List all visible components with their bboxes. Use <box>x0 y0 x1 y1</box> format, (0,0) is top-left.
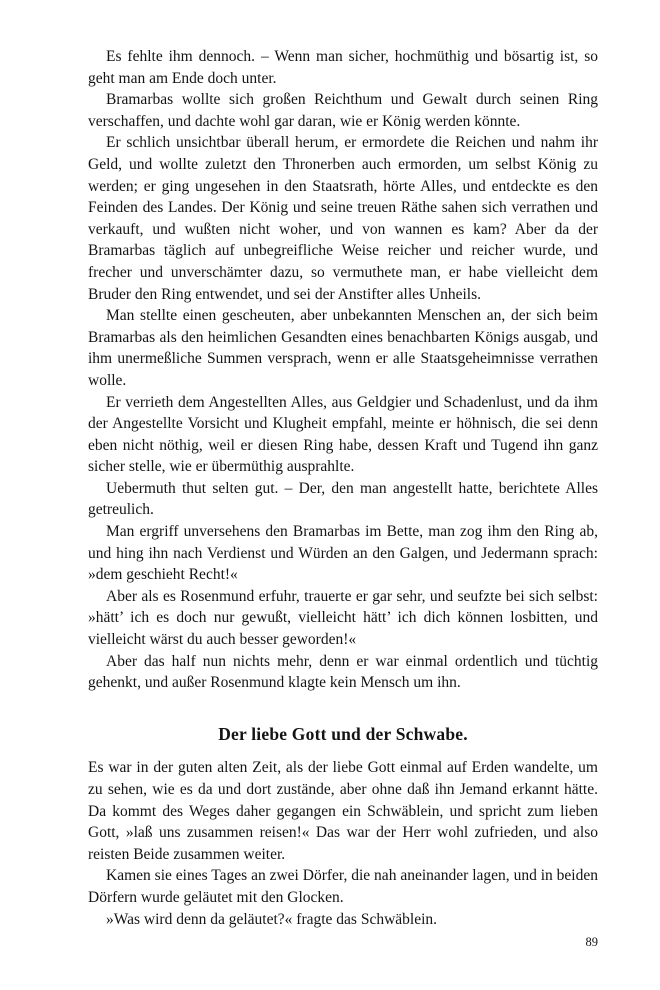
paragraph: Man stellte einen gescheuten, aber unbekannten Menschen an, der sich beim Bramarbas als den heimlichen Gesandten eines benachbarten Königs ausgab, und ihm unermeßliche Summen versprach, wenn er alle Staatsgeheimnisse verrathen wolle. <box>88 307 598 389</box>
paragraph: Er schlich unsichtbar überall herum, er ermordete die Reichen und nahm ihr Geld, und wollte zuletzt den Thronerben auch ermorden, um selbst König zu werden; er ging ungesehen in den Staatsrath, hörte Alles, und entdeckte es den Feinden des Landes. Der König und seine treuen Räthe sahen sich verrathen und verkauft, und wußten nicht woher, und von wannen es kam? Aber da der Bramarbas täglich auf unbegreifliche Weise reicher und reicher wurde, und frecher und unverschämter dazu, so vermuthete man, er habe vielleicht dem Bruder den Ring entwendet, und sei der Anstifter alles Unheils. <box>88 134 598 303</box>
paragraph: Aber das half nun nichts mehr, denn er war einmal ordentlich und tüchtig gehenkt, und außer Rosenmund klagte kein Mensch um ihn. <box>88 652 598 692</box>
chapter-heading: Der liebe Gott und der Schwabe. <box>218 723 468 744</box>
paragraph: Man ergriff unversehens den Bramarbas im Bette, man zog ihm den Ring ab, und hing ihn nach Verdienst und Würden an den Galgen, und Jedermann sprach: »dem geschieht Recht!« <box>88 523 598 584</box>
page-number: 89 <box>585 935 598 949</box>
paragraph: Kamen sie eines Tages an zwei Dörfer, die nah aneinander lagen, und in beiden Dörfern wurde geläutet mit den Glocken. <box>88 867 598 906</box>
paragraph: Es fehlte ihm dennoch. – Wenn man sicher, hochmüthig und bösartig ist, so geht man am Ende doch unter. <box>88 48 598 87</box>
paragraph: Es war in der guten alten Zeit, als der liebe Gott einmal auf Erden wandelte, um zu sehen, wie es da und dort zustände, aber ohne daß ihn Jemand erkannt hätte. Da kommt des Weges daher gegangen ein Schwäblein, und spricht zum lieben Gott, »laß uns zusammen reisen!« Das war der Herr wohl zufrieden, und also reisten Beide zusammen weiter. <box>88 759 598 863</box>
page-text <box>88 46 598 930</box>
paragraph: »Was wird denn da geläutet?« fragte das Schwäblein. <box>106 910 438 928</box>
paragraph: Er verrieth dem Angestellten Alles, aus Geldgier und Schadenlust, und da ihm der Angestellte Vorsicht und Klugheit empfahl, meinte er höhnisch, die sei denn eben nicht nöthig, weil er diesen Ring habe, dessen Kraft und Tugend ihn ganz sicher stelle, wie er übermüthig ausprahlte. <box>88 393 598 476</box>
paragraph: Aber als es Rosenmund erfuhr, trauerte er gar sehr, und seufzte bei sich selbst: »hätt’ ich es doch nur gewußt, vielleicht hätt’ ich dich können losbitten, und vielleicht wärst du auch besser geworden!« <box>88 587 598 649</box>
paragraph: Uebermuth thut selten gut. – Der, den man angestellt hatte, berichtete Alles getreulich. <box>88 479 598 519</box>
paragraph: Bramarbas wollte sich großen Reichthum und Gewalt durch seinen Ring verschaffen, und dachte wohl gar daran, wie er König werden könnte. <box>88 91 598 130</box>
